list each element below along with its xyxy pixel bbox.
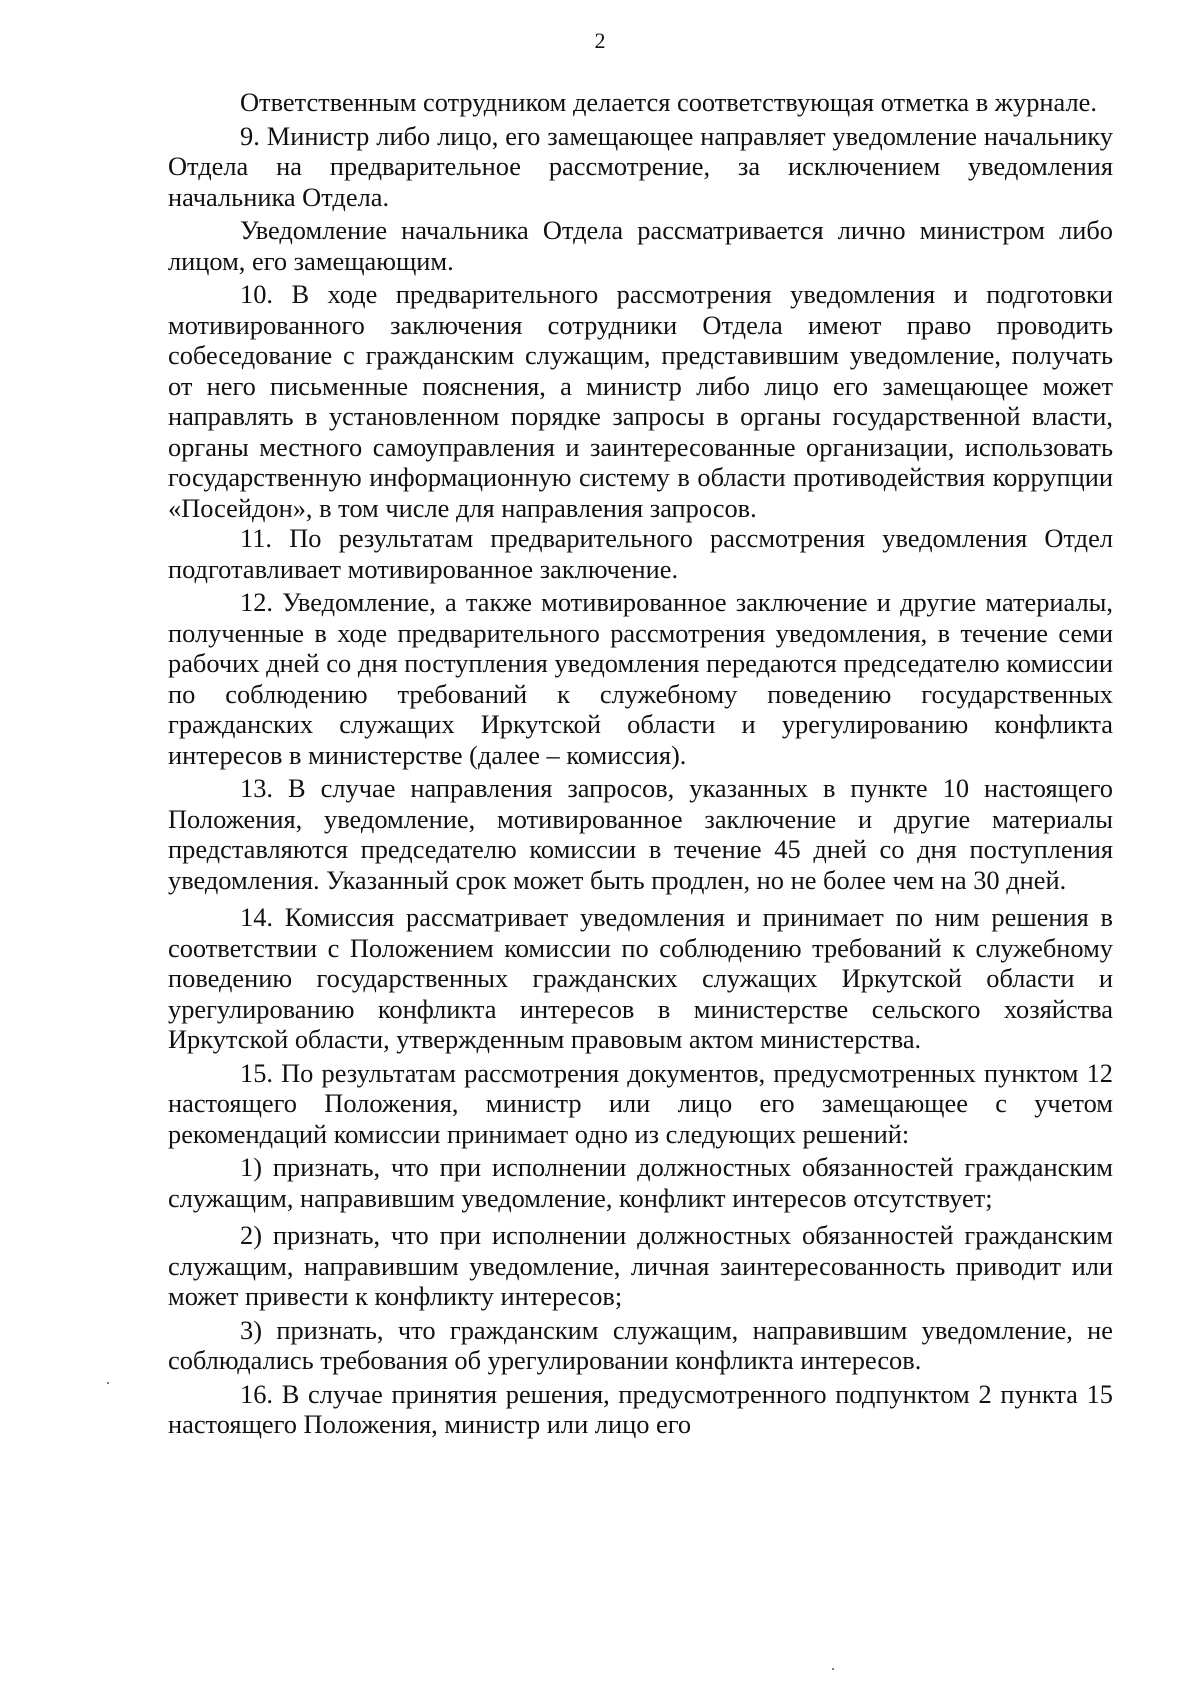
page-number: 2 [594,28,606,53]
paragraph-11: 11. По результатам предварительного рассмотрения уведомления Отдел подготавливает мотивированное заключение. [168,523,1113,584]
paragraph-15-item-1: 1) признать, что при исполнении должностных обязанностей гражданским служащим, направившим уведомление, конфликт интересов отсутствует; [168,1152,1113,1213]
paragraph-16: 16. В случае принятия решения, предусмотренного подпунктом 2 пункта 15 настоящего Положения, министр или лицо его [168,1378,1113,1439]
paragraph-13: 13. В случае направления запросов, указанных в пункте 10 настоящего Положения, уведомление, мотивированное заключение и другие материалы представляются председателю комиссии в течение 45 дней со дня поступления уведомления. Указанный срок может быть продлен, но не более чем на 30 дней. [168,773,1113,895]
paragraph-10: 10. В ходе предварительного рассмотрения уведомления и подготовки мотивированного заключения сотрудники Отдела имеют право проводить собеседование с гражданским служащим, представившим уведомление, получать от него письменные пояснения, а министр либо лицо его замещающее может направлять в установленном порядке запросы в органы государственной власти, органы местного самоуправления и заинтересованные организации, использовать государственную информационную систему в области противодействия коррупции «Посейдон», в том числе для направления запросов. [168,279,1113,523]
paragraph-12: 12. Уведомление, а также мотивированное заключение и другие материалы, полученные в ходе предварительного рассмотрения уведомления, в течение семи рабочих дней со дня поступления уведомления передаются председателю комиссии по соблюдению требований к служебному поведению государственных гражданских служащих Иркутской области и урегулированию конфликта интересов в министерстве (далее – комиссия). [168,587,1113,770]
paragraph-9-notice-head: Уведомление начальника Отдела рассматривается лично министром либо лицом, его замещающим. [168,215,1113,276]
paragraph-15-item-3: 3) признать, что гражданским служащим, направившим уведомление, не соблюдались требования об урегулировании конфликта интересов. [168,1314,1113,1375]
paragraph-15: 15. По результатам рассмотрения документов, предусмотренных пунктом 12 настоящего Положения, министр или лицо его замещающее с учетом рекомендаций комиссии принимает одно из следующих решений: [168,1057,1113,1149]
paragraph-journal-note: Ответственным сотрудником делается соответствующая отметка в журнале. [240,87,1097,117]
paragraph-14: 14. Комиссия рассматривает уведомления и принимает по ним решения в соответствии с Положением комиссии по соблюдению требований к служебному поведению государственных гражданских служащих Иркутской области и урегулированию конфликта интересов в министерстве сельского хозяйства Иркутской области, утвержденным правовым актом министерства. [168,902,1113,1054]
document-body [168,87,1113,1443]
paragraph-9: 9. Министр либо лицо, его замещающее направляет уведомление начальнику Отдела на предварительное рассмотрение, за исключением уведомления начальника Отдела. [168,120,1113,212]
scan-speck [832,1668,834,1670]
paragraph-15-item-2: 2) признать, что при исполнении должностных обязанностей гражданским служащим, направившим уведомление, личная заинтересованность приводит или может привести к конфликту интересов; [168,1220,1113,1311]
scan-speck [107,1382,109,1384]
